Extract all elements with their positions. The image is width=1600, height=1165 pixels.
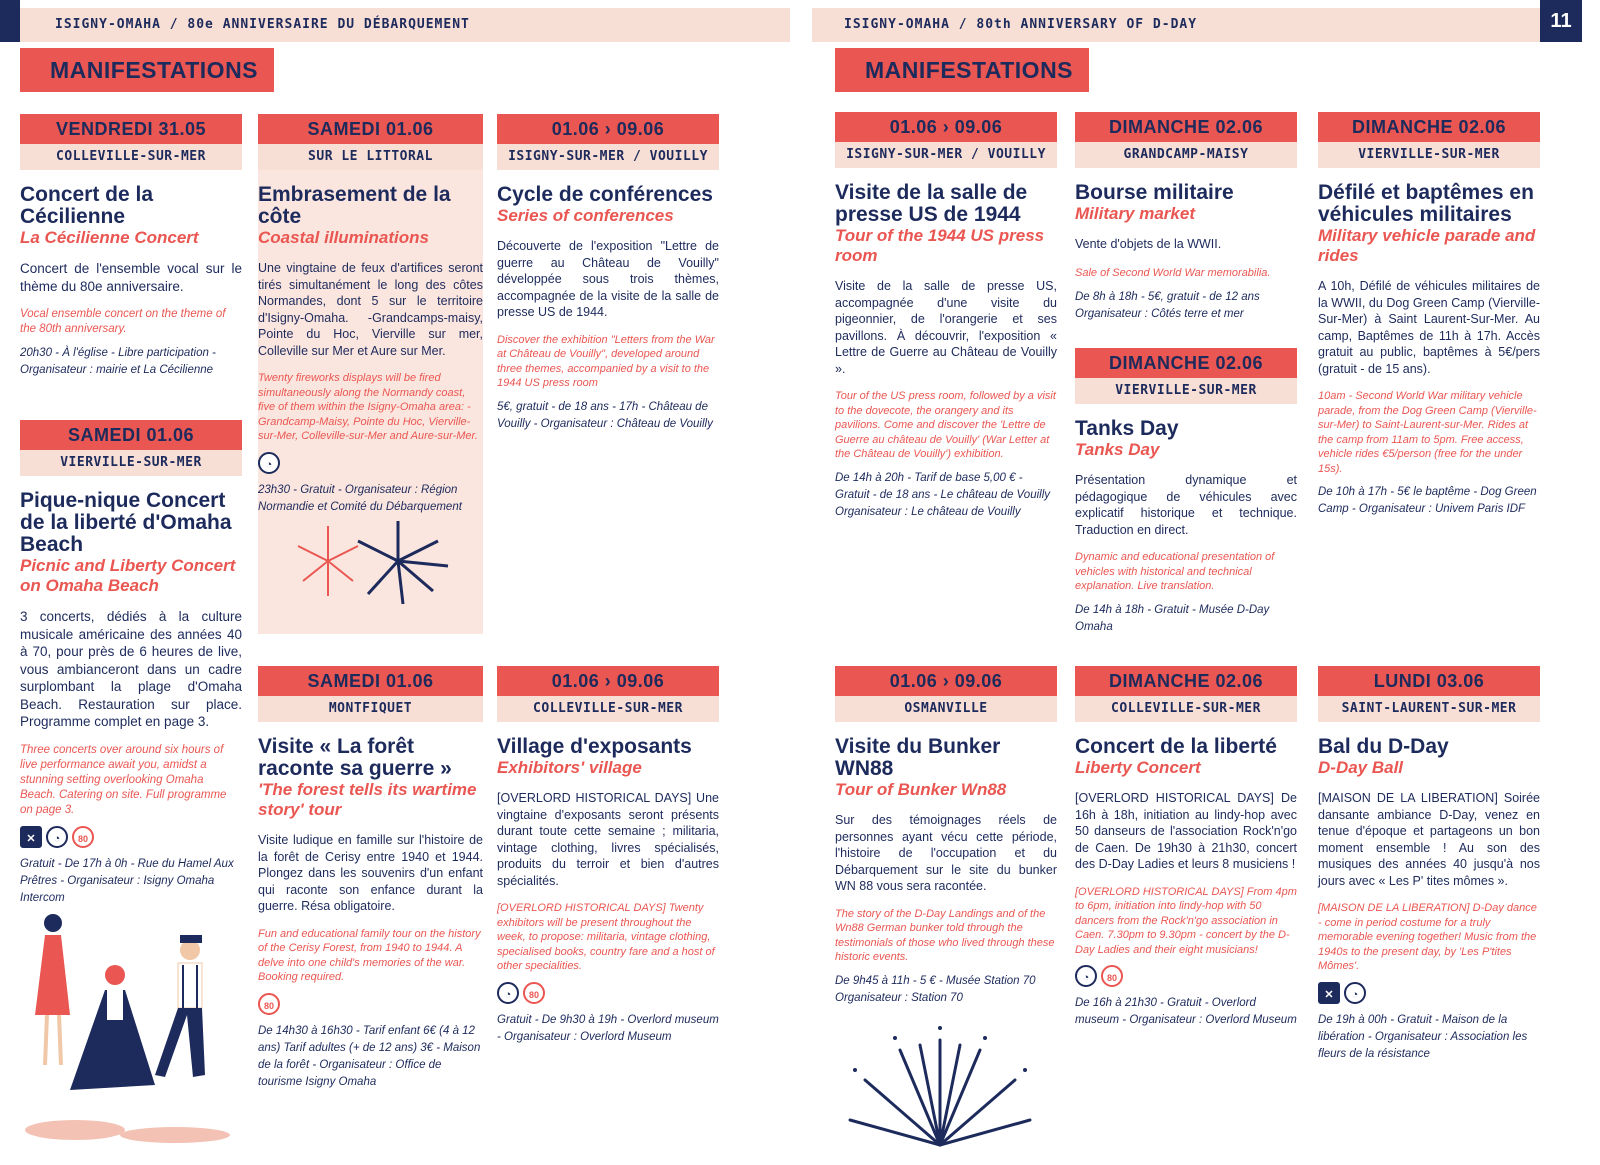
event-icons (497, 982, 719, 1004)
event-description-fr: Vente d'objets de la WWII. (1075, 237, 1222, 251)
event-date: LUNDI 03.06 (1318, 666, 1540, 696)
event-place: COLLEVILLE-SUR-MER (1075, 696, 1297, 722)
event-subtitle: Exhibitors' village (497, 758, 642, 777)
event-description-en: 10am - Second World War military vehicle parade, from the Dog Green Camp (Vierville-sur-Mer) to Saint-Laurent-sur-Mer. Rides at the camp from 11am to 5pm. Free access, vehicle rides €5/person (free for the under 15s). (1318, 390, 1537, 475)
event-subtitle: Series of conferences (497, 206, 674, 225)
event-description-fr: Découverte de l'exposition "Lettre de guerre au Château de Vouilly" développée sous trois thèmes, accompagnée de la visite de la salle de presse US de 1944. (497, 239, 719, 319)
event-subtitle: Tanks Day (1075, 440, 1160, 459)
event-info: 23h30 - Gratuit - Organisateur : Région Normandie et Comité du Débarquement (258, 483, 462, 513)
event-subtitle: Picnic and Liberty Concert on Omaha Beach (20, 556, 236, 595)
fireworks-illustration (278, 516, 458, 606)
event-card-presse (835, 112, 1057, 521)
event-date: DIMANCHE 02.06 (1075, 112, 1297, 142)
event-info: De 19h à 00h - Gratuit - Maison de la libération - Organisateur : Association les fleurs de la résistance (1318, 1013, 1528, 1060)
event-info: De 10h à 17h - 5€ le baptême - Dog Green Camp - Organisateur : Univem Paris IDF (1318, 486, 1537, 515)
event-subtitle: Coastal illuminations (258, 228, 429, 247)
clock-icon: ◔ (258, 452, 280, 474)
event-icons (258, 452, 483, 474)
80-dday-icon: 80 (258, 993, 280, 1015)
80-dday-icon: 80 (1101, 965, 1123, 987)
event-subtitle: Military market (1075, 204, 1195, 223)
section-title-right: MANIFESTATIONS (835, 48, 1089, 92)
event-place: SUR LE LITTORAL (258, 144, 483, 170)
event-title: Visite « La forêt raconte sa guerre » (258, 735, 452, 780)
event-description-en: Discover the exhibition "Letters from the War at Château de Vouilly", developed around three themes, accompanied by a visit to the 1944 US press room (497, 333, 715, 389)
event-info: De 14h30 à 16h30 - Tarif enfant 6€ (4 à 12 ans) Tarif adultes (+ de 12 ans) 3€ - Maison de la forêt - Organisateur : Office de tourisme Isigny Omaha (258, 1024, 481, 1088)
event-icons (20, 826, 242, 848)
event-date: 01.06 › 09.06 (835, 666, 1057, 696)
section-title-left: MANIFESTATIONS (20, 48, 274, 92)
event-info: 5€, gratuit - de 18 ans - 17h - Château de Vouilly - Organisateur : Château de Vouilly (497, 400, 713, 430)
event-description-en: [OVERLORD HISTORICAL DAYS] From 4pm to 6pm, initiation into lindy-hop with 50 dancers from the Rock'n'go association in Caen. 7.30pm to 9.30pm - concert by the D-Day Ladies and their eight musicians! (1075, 885, 1297, 956)
event-title: Visite de la salle de presse US de 1944 (835, 181, 1028, 226)
80-dday-icon: 80 (523, 982, 545, 1004)
event-title: Bourse militaire (1075, 181, 1234, 204)
event-card-embrasement (258, 114, 483, 634)
event-icons (1318, 982, 1540, 1004)
event-card-bal (1318, 666, 1540, 1063)
header-left-title: ISIGNY-OMAHA / 80e ANNIVERSAIRE DU DÉBARQUEMENT (55, 17, 470, 32)
event-title: Bal du D-Day (1318, 735, 1449, 758)
event-title: Visite du Bunker WN88 (835, 735, 1001, 780)
event-info: De 8h à 18h - 5€, gratuit - de 12 ans Organisateur : Côtés terre et mer (1075, 290, 1260, 320)
event-icons (258, 993, 483, 1015)
event-description-fr: Une vingtaine de feux d'artifices seront tirés simultanément le long des côtes Normandes, dont 5 sur le territoire d'Isigny-Omaha. -Grandcamps-maisy, Pointe du Hoc, Vierville sur mer, Colleville sur Mer et Aure sur Mer. (258, 261, 483, 358)
event-title: Défilé et baptêmes en véhicules militaires (1318, 181, 1534, 226)
firework-burst-illustration (840, 1020, 1040, 1150)
event-place: SAINT-LAURENT-SUR-MER (1318, 696, 1540, 722)
restaurant-icon: ✕ (20, 826, 42, 848)
event-subtitle: D-Day Ball (1318, 758, 1404, 777)
event-description-fr: Présentation dynamique et pédagogique de véhicules avec explicatif historique et technique. Traduction en direct. (1075, 473, 1297, 537)
event-description-en: The story of the D-Day Landings and of the Wn88 German bunker told through the testimonials of those who lived through these historic events. (835, 907, 1055, 963)
event-card-conferences (497, 114, 719, 433)
event-title: Cycle de conférences (497, 183, 713, 206)
event-place: GRANDCAMP-MAISY (1075, 142, 1297, 168)
event-card-picnic (20, 420, 242, 907)
event-description-en: Fun and educational family tour on the history of the Cerisy Forest, from 1940 to 1944. A delve into one child's memories of the war. Booking required. (258, 927, 481, 983)
event-description-fr: Sur des témoignages réels de personnes ayant vécu cette période, l'histoire de l'occupation et du Débarquement sur le site du bunker WN 88 vous sera racontée. (835, 813, 1057, 893)
event-subtitle: 'The forest tells its wartime story' tour (258, 780, 477, 819)
event-title: Pique-nique Concert de la liberté d'Omaha Beach (20, 489, 232, 556)
event-info: De 14h à 20h - Tarif de base 5,00 € - Gratuit - de 18 ans - Le château de Vouilly Organisateur : Le château de Vouilly (835, 471, 1051, 518)
event-place: VIERVILLE-SUR-MER (1318, 142, 1540, 168)
event-info: De 16h à 21h30 - Gratuit - Overlord museum - Organisateur : Overlord Museum (1075, 997, 1297, 1026)
event-description-fr: [OVERLORD HISTORICAL DAYS] De 16h à 18h, initiation au lindy-hop avec 50 danseurs de l'association Rock'n'go de Caen. De 19h30 à 21h30, concert des D-Day Ladies et leurs 8 musiciens ! (1075, 791, 1297, 871)
event-subtitle: Tour of the 1944 US press room (835, 226, 1045, 265)
event-description-fr: Visite ludique en famille sur l'histoire de la forêt de Cerisy entre 1940 et 1944. Plongez dans les souvenirs d'un enfant qui raconte son enfance durant la guerre. Résa obligatoire. (258, 833, 483, 913)
event-info: Gratuit - De 17h à 0h - Rue du Hamel Aux Prêtres - Organisateur : Isigny Omaha Intercom (20, 857, 234, 904)
event-subtitle: La Cécilienne Concert (20, 228, 199, 247)
event-title: Concert de la Cécilienne (20, 183, 154, 228)
event-date: SAMEDI 01.06 (20, 420, 242, 450)
event-description-en: Dynamic and educational presentation of vehicles with historical and technical explanation. Live translation. (1075, 551, 1275, 592)
event-description-fr: Visite de la salle de presse US, accompagnée d'une visite du pigeonnier, de l'orangerie et ses pavillons. À découvrir, l'exposition « Lettre de Guerre au Château de Vouilly ». (835, 279, 1057, 376)
header-right-title: ISIGNY-OMAHA / 80th ANNIVERSARY OF D-DAY (844, 17, 1198, 32)
80-dday-icon: 80 (72, 826, 94, 848)
top-banner-left (0, 8, 790, 42)
event-date: DIMANCHE 02.06 (1075, 348, 1297, 378)
event-description-en: [MAISON DE LA LIBERATION] D-Day dance - come in period costume for a truly memorable evening together! Music from the 1940s to the present day, by 'Les P'tites Mômes'. (1318, 902, 1537, 972)
event-subtitle: Tour of Bunker Wn88 (835, 780, 1007, 799)
event-place: OSMANVILLE (835, 696, 1057, 722)
event-date: 01.06 › 09.06 (835, 112, 1057, 142)
event-info: 20h30 - À l'église - Libre participation - Organisateur : mairie et La Cécilienne (20, 347, 216, 376)
event-card-bourse (1075, 112, 1297, 323)
event-description-fr: [MAISON DE LA LIBERATION] Soirée dansante ambiance D-Day, venez en tenue d'époque et partageons un bon moment ensemble ! Au son des musiques des années 40 jusqu'à nos jours avec « Les P' tites mômes ». (1318, 791, 1540, 888)
event-place: ISIGNY-SUR-MER / VOUILLY (835, 142, 1057, 168)
event-icons (1075, 965, 1297, 987)
event-card-concert-liberte (1075, 666, 1297, 1029)
event-description-en: Three concerts over around six hours of live performance await you, amidst a stunning setting overlooking Omaha Beach. Catering on site. Full programme on page 3. (20, 743, 227, 816)
event-place: COLLEVILLE-SUR-MER (20, 144, 242, 170)
event-card-tanks (1075, 348, 1297, 636)
event-date: 01.06 › 09.06 (497, 666, 719, 696)
event-subtitle: Liberty Concert (1075, 758, 1201, 777)
event-date: SAMEDI 01.06 (258, 114, 483, 144)
event-description-en: Twenty fireworks displays will be fired simultaneously along the Normandy coast, five of them within the Isigny-Omaha area: - Grandcamp-Maisy, Pointe du Hoc, Vierville-sur-Mer, Colleville-sur-Mer and Aure-sur-Mer. (258, 372, 478, 442)
dancers-illustration (15, 905, 245, 1145)
event-description-fr: 3 concerts, dédiés à la culture musicale américaine des années 40 à 70, pour près de 6 heures de live, vous ambianceront dans un cadre surplombant la plage d'Omaha Beach. Restauration sur place. Programme complet en page 3. (20, 609, 242, 729)
clock-icon: ◔ (497, 982, 519, 1004)
event-date: VENDREDI 31.05 (20, 114, 242, 144)
clock-icon: ◔ (1075, 965, 1097, 987)
event-card-cecilienne (20, 114, 242, 379)
event-title: Village d'exposants (497, 735, 692, 758)
event-place: VIERVILLE-SUR-MER (1075, 378, 1297, 404)
page-tab (0, 0, 20, 42)
clock-icon: ◔ (46, 826, 68, 848)
event-date: DIMANCHE 02.06 (1075, 666, 1297, 696)
event-description-fr: A 10h, Défilé de véhicules militaires de la WWII, du Dog Green Camp (Vierville-Sur-Mer) à Saint Laurent-Sur-Mer. Au camp, Baptêmes de 11h à 17h. Accès gratuit au public, baptêmes à 5€/pers (gratuit - de 15 ans). (1318, 279, 1540, 376)
event-date: SAMEDI 01.06 (258, 666, 483, 696)
event-place: MONTFIQUET (258, 696, 483, 722)
event-info: Gratuit - De 9h30 à 19h - Overlord museum - Organisateur : Overlord Museum (497, 1013, 719, 1043)
event-title: Concert de la liberté (1075, 735, 1277, 758)
clock-icon: ◔ (1344, 982, 1366, 1004)
restaurant-icon: ✕ (1318, 982, 1340, 1004)
event-description-en: Vocal ensemble concert on the theme of the 80th anniversary. (20, 308, 226, 335)
event-title: Tanks Day (1075, 417, 1179, 440)
event-card-bunker (835, 666, 1057, 1007)
event-place: COLLEVILLE-SUR-MER (497, 696, 719, 722)
event-info: De 9h45 à 11h - 5 € - Musée Station 70 Organisateur : Station 70 (835, 974, 1036, 1004)
event-description-fr: Concert de l'ensemble vocal sur le thème du 80e anniversaire. (20, 261, 242, 294)
event-description-en: Sale of Second World War memorabilia. (1075, 266, 1271, 279)
event-card-defile (1318, 112, 1540, 518)
event-info: De 14h à 18h - Gratuit - Musée D-Day Omaha (1075, 603, 1270, 633)
event-title: Embrasement de la côte (258, 183, 451, 228)
event-description-en: [OVERLORD HISTORICAL DAYS] Twenty exhibitors will be present throughout the week, to propose: militaria, vintage clothing, specialised books, country fare and a host of other specialities. (497, 902, 715, 972)
event-description-fr: [OVERLORD HISTORICAL DAYS] Une vingtaine d'exposants seront présents durant toute cette semaine ; militaria, vintage clothing, livres spécialisés, produits du terroir et bien d'autres spécialités. (497, 791, 719, 888)
event-description-en: Tour of the US press room, followed by a visit to the dovecote, the orangery and its pavilions. Come and discover the 'Lettre de Guerre au château de Vouilly' (War Letter at the Château de Vouilly') exhibition. (835, 390, 1056, 460)
event-card-foret (258, 666, 483, 1091)
top-banner-right (812, 8, 1582, 42)
page-number: 11 (1540, 0, 1582, 42)
event-subtitle: Military vehicle parade and rides (1318, 226, 1536, 265)
event-date: 01.06 › 09.06 (497, 114, 719, 144)
event-date: DIMANCHE 02.06 (1318, 112, 1540, 142)
event-place: ISIGNY-SUR-MER / VOUILLY (497, 144, 719, 170)
event-place: VIERVILLE-SUR-MER (20, 450, 242, 476)
event-card-village (497, 666, 719, 1046)
